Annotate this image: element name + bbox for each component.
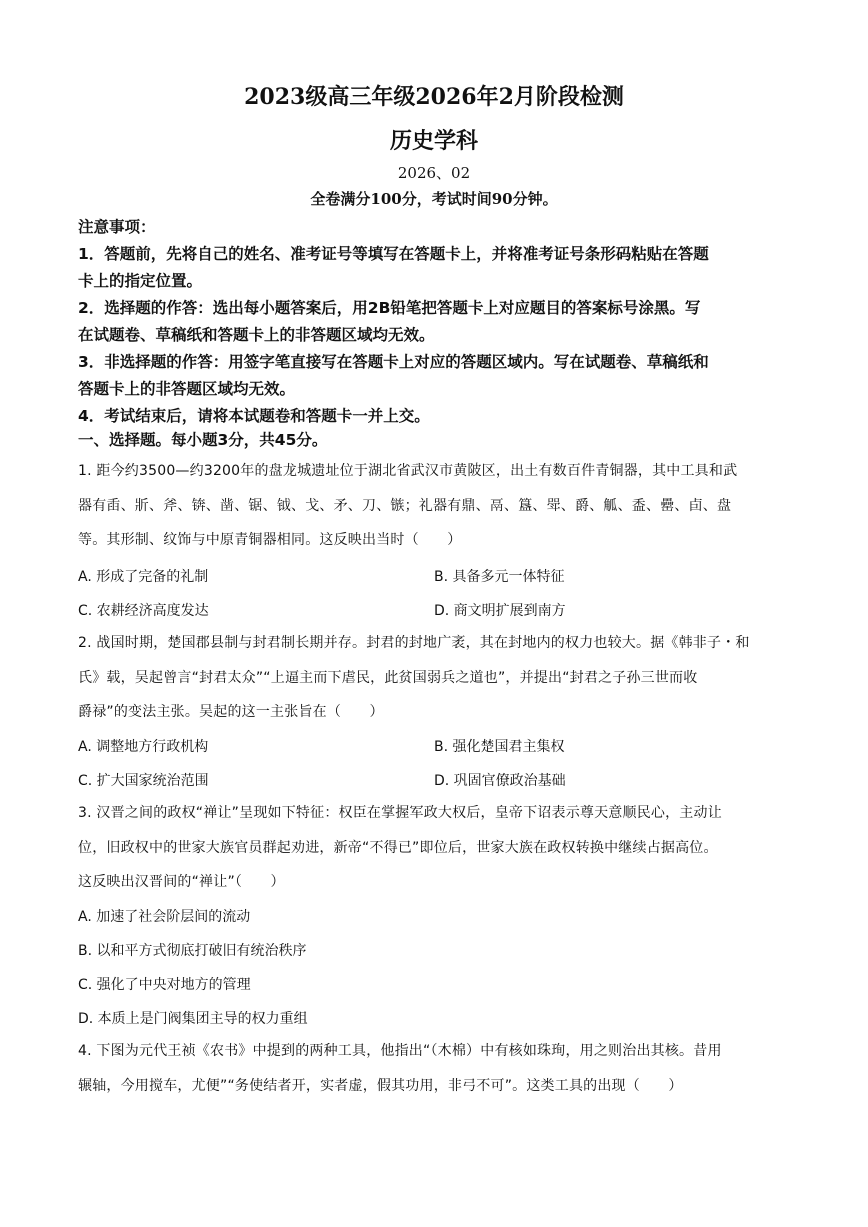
question-line: 器有臿、斨、斧、锛、凿、锯、钺、戈、矛、刀、镞；礼器有鼎、鬲、簋、斝、爵、觚、盉、罍、卣、盘: [78, 497, 732, 514]
exam-date: 2026、02: [397, 164, 471, 182]
option-a: A. 加速了社会阶层间的流动: [78, 909, 251, 925]
question-line: 4. 下图为元代王祯《农书》中提到的两种工具，他指出“（木棉）中有核如珠珣，用之则治出其核。昔用: [78, 1043, 722, 1059]
question-1: [78, 454, 790, 558]
notice-block: [78, 214, 798, 430]
question-line: 氏》载，吴起曾言“封君太众”“上逼主而下虐民，此贫国弱兵之道也”，并提出“封君之子孙三世而收: [78, 669, 698, 686]
notice-line: 4．考试结束后，请将本试题卷和答题卡一并上交。: [78, 407, 430, 425]
notice-line: 卡上的指定位置。: [78, 272, 203, 290]
option-b: B. 强化楚国君主集权: [434, 739, 565, 755]
notice-line: 3．非选择题的作答：用签字笔直接写在答题卡上对应的答题区域内。写在试题卷、草稿纸和: [78, 353, 709, 371]
option-b: B. 具备多元一体特征: [434, 569, 565, 585]
option-a: A. 形成了完备的礼制: [78, 569, 209, 585]
option-d: D. 巩固官僚政治基础: [434, 773, 566, 789]
question-line: 1. 距今约3500—约3200年的盘龙城遗址位于湖北省武汉市黄陂区，出土有数百件青铜器，其中工具和武: [78, 463, 738, 479]
option-d: D. 商文明扩展到南方: [434, 603, 566, 619]
section-heading: 一、选择题。每小题3分，共45分。: [78, 431, 328, 449]
option-c: C. 强化了中央对地方的管理: [78, 977, 251, 993]
notice-line: 答题卡上的非答题区域均无效。: [78, 380, 296, 398]
question-line: 辗轴，今用搅车，尤便”“务使结者开，实者虚，假其功用，非弓不可”。这类工具的出现（ ）: [78, 1077, 683, 1094]
option-d: D. 本质上是门阀集团主导的权力重组: [78, 1011, 308, 1027]
option-c: C. 农耕经济高度发达: [78, 603, 209, 619]
question-3: [78, 796, 790, 900]
subject-title: 历史学科: [389, 128, 478, 154]
notice-line: 在试题卷、草稿纸和答题卡上的非答题区域均无效。: [78, 326, 435, 344]
question-line: 这反映出汉晋间的“禅让”（ ）: [78, 874, 285, 890]
question-line: 等。其形制、纹饰与中原青铜器相同。这反映出当时（ ）: [78, 532, 462, 548]
question-line: 2. 战国时期，楚国郡县制与封君制长期并存。封君的封地广袤，其在封地内的权力也较大。据《韩非子・和: [78, 635, 750, 651]
question-line: 3. 汉晋之间的政权“禅让”呈现如下特征：权臣在掌握军政大权后，皇帝下诏表示尊天意顺民心，主动让: [78, 805, 722, 821]
notice-line: 1．答题前，先将自己的姓名、准考证号等填写在答题卡上，并将准考证号条形码粘贴在答题: [78, 245, 709, 263]
question-2: [78, 626, 790, 730]
score-time-note: 全卷满分100分，考试时间90分钟。: [310, 190, 558, 208]
option-b: B. 以和平方式彻底打破旧有统治秩序: [78, 943, 307, 959]
exam-title: 2023级高三年级2026年2月阶段检测: [244, 84, 624, 110]
notice-line: 2．选择题的作答：选出每小题答案后，用2B铅笔把答题卡上对应题目的答案标号涂黑。写: [78, 299, 701, 317]
option-a: A. 调整地方行政机构: [78, 739, 209, 755]
question-4: [78, 1034, 790, 1103]
notice-heading: 注意事项：: [78, 218, 156, 236]
option-c: C. 扩大国家统治范围: [78, 773, 209, 789]
question-line: 爵禄”的变法主张。吴起的这一主张旨在（ ）: [78, 704, 384, 720]
question-line: 位，旧政权中的世家大族官员群起劝进，新帝“不得已”即位后，世家大族在政权转换中继续占据高位。: [78, 839, 718, 856]
